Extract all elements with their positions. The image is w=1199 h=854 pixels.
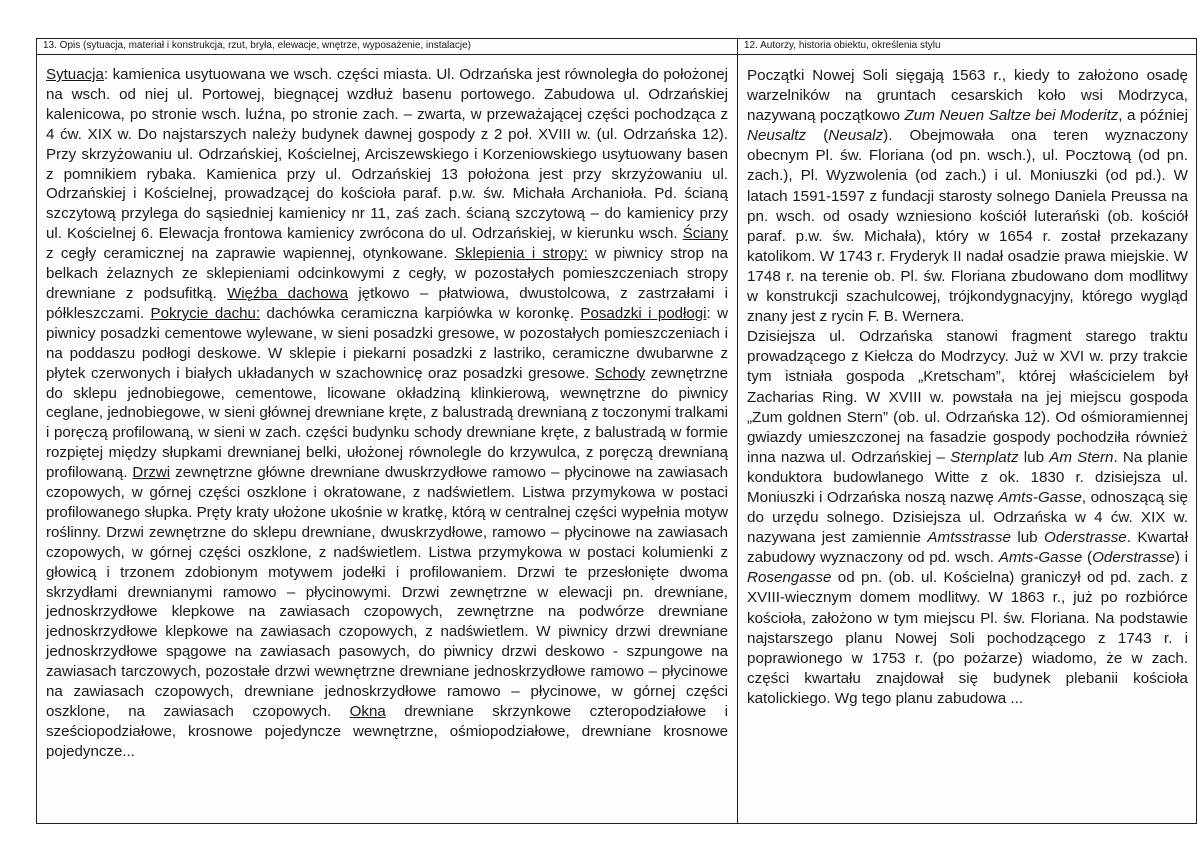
description-header: 13. Opis (sytuacja, materiał i konstrukcja, rzut, bryła, elewacje, wnętrze, wyposażenie, instalacje) xyxy=(37,39,737,55)
history-text: ( xyxy=(806,127,829,145)
history-paragraph-1 xyxy=(747,66,1188,327)
history-text: . Na planie konduktora budowlanego Witte z ok. 1830 r. dzisiejsza ul. Moniuszki i Odrzańska noszą nazwę xyxy=(747,448,1188,506)
history-italic: Oderstrasse xyxy=(1044,529,1127,547)
history-text: ). Obejmowała ona teren wyznaczony obecnym Pl. św. Floriana (od pn. wsch.), ul. Pocztową (od pn. zach.), Pl. Wyzwolenia (od zach.) i ul. Moniuszki (od pd.). W latach 1591-1597 z fundacji starosty solnego Daniela Preussa na pn. wsch. od osady wzniesiono kościół luterański (ob. kościół paraf. p.w. św. Michała), który w 1654 r. został przekazany katolikom. W 1743 r. Fryderyk II nadał osadzie prawa miejskie. W 1748 r. na terenie ob. Pl. św. Floriana zbudowano dom modlitwy w konstrukcji szachulcowej, trójkondygnacyjny, którego wygląd znany jest z rycin F. B. Wernera. xyxy=(747,127,1189,326)
sklepienia-text: w piwnicy strop na belkach żelaznych ze sklepieniami odcinkowymi z cegły, w pozostałych pomieszczeniach stropy drewniane z podsufitką. xyxy=(46,245,728,302)
wiezba-label: Więźba dachowa xyxy=(227,284,349,302)
sklepienia-label: Sklepienia i stropy: xyxy=(454,245,588,263)
sciany-label: Ściany xyxy=(682,225,728,243)
history-italic: Neusaltz xyxy=(747,127,807,145)
history-text: lub xyxy=(1018,448,1050,466)
history-paragraph-2 xyxy=(747,327,1188,709)
history-italic: Oderstrasse xyxy=(1092,549,1175,567)
history-italic: Amtsstrasse xyxy=(927,529,1011,547)
history-italic: Zum Neuen Saltze bei Moderitz xyxy=(904,107,1119,125)
description-column xyxy=(37,39,738,823)
schody-text: zewnętrzne do sklepu jednobiegowe, cementowe, licowane okładziną klinkierową, wewnętrzne do piwnicy ceglane, jednobiegowe, w sieni głównej drewniane kręte, z balustradą drewnianą z toczonymi tralkami i poręczą profilowaną, w sieni w zach. części budynku schody drewniane kręte, z balustradą w formie rozpiętej między słupkami drewnianej belki, ułożonej równolegle do krzywulca, z poręczą drewnianą profilowaną. xyxy=(46,364,728,482)
history-text: ) i xyxy=(1174,549,1188,567)
sytuacja-text: : kamienica usytuowana we wsch. części miasta. Ul. Odrzańska jest równoległa do położonej na wsch. od niej ul. Portowej, biegnącej wzdłuż basenu portowego. Zabudowa ul. Odrzańskiej kalenicowa, po stronie wsch. luźna, po stronie zach. – zwarta, w przeważającej części pochodząca z 4 ćw. XIX w. Do najstarszych należy budynek dawnej gospody z 2 poł. XVIII w. (ul. Odrzańska 12). Przy skrzyżowaniu ul. Odrzańskiej, Kościelnej, Arciszewskiego i Korzeniowskiego usytuowany basen z pomnikiem rybaka. Kamienica przy ul. Odrzańskiej 13 położona jest przy skrzyżowaniu ul. Odrzańskiej i Kościelnej, prowadzącej do kościoła paraf. p.w. św. Michała Archanioła. Pd. ścianą szczytową przylega do sąsiedniej kamienicy nr 11, zaś zach. ścianą szczytową – do kamienicy przy ul. Kościelnej 6. Elewacja frontowa kamienicy zwrócona do ul. Odrzańskiej, w kierunku wsch. xyxy=(46,66,728,243)
pokrycie-text: dachówka ceramiczna karpiówka w koronkę. xyxy=(260,304,581,322)
history-body xyxy=(738,55,1196,709)
history-text: , a później xyxy=(1118,107,1188,125)
description-paragraph xyxy=(46,65,728,762)
history-italic: Am Stern xyxy=(1049,448,1114,466)
okna-label: Okna xyxy=(349,703,386,720)
history-italic: Sternplatz xyxy=(950,448,1019,466)
posadzki-label: Posadzki i podłogi xyxy=(580,304,707,322)
schody-label: Schody xyxy=(594,364,646,382)
description-body xyxy=(37,55,737,762)
history-italic: Rosengasse xyxy=(747,569,832,587)
sciany-text: z cegły ceramicznej na zaprawie wapiennej, otynkowane. xyxy=(46,245,455,263)
history-text: od pn. (ob. ul. Kościelna) graniczył od pd. zach. z XVIII-wiecznym domem modlitwy. W 1863 r., już po rozbiórce kościoła, założono w tym miejscu Pl. św. Floriana. Na podstawie najstarszego planu Nowej Soli pochodzącego z 1743 r. i poprawionego w 1753 r. (po pożarze) wiadomo, że w zach. części kwartału znajdował się budynek plebanii kościoła katolickiego. Wg tego planu zabudowa ... xyxy=(747,569,1188,707)
history-italic: Neusalz xyxy=(828,127,884,145)
history-italic: Amts-Gasse xyxy=(998,549,1083,567)
drzwi-label: Drzwi xyxy=(132,464,171,482)
history-text: Początki Nowej Soli sięgają 1563 r., kiedy to założono osadę warzelników na gruntach cesarskich koło wsi Modrzyca, nazywaną początkowo xyxy=(747,67,1188,125)
history-text: ( xyxy=(1082,549,1093,567)
sytuacja-label: Sytuacja xyxy=(46,66,104,83)
history-text: , odnoszącą się do urzędu solnego. Dzisiejsza ul. Odrzańska w 4 ćw. XIX w. nazywana jest zamiennie xyxy=(747,488,1188,547)
history-column xyxy=(738,39,1196,823)
wiezba-text: jętkowo – płatwiowa, dwustolcowa, z zastrzałami i półkleszczami. xyxy=(46,284,728,322)
drzwi-text: zewnętrzne główne drewniane dwuskrzydłowe ramowo – płycinowe na zawiasach czopowych, w górnej części oszklone i okratowane, z nadświetlem. Listwa przymykowa w postaci profilowanego słupka. Pręty kraty ułożone ukośnie w kratkę, którą w centralnej części wypełnia motyw roślinny. Drzwi zewnętrzne do sklepu drewniane, dwuskrzydłowe, ramowo – płycinowe na zawiasach czopowych, w górnej części oszklone, z nadświetlem. Listwa przymykowa w postaci kolumienki z głowicą i trzonem zdobionym motywem jodełki i profilowaniem. Drzwi te przesłonięte dwoma skrzydłami drewnianymi ramowo – płycinowymi. Drzwi zewnętrzne w elewacji pn. drewniane, jednoskrzydłowe klepkowe na zawiasach czopowych, zewnętrzne na podwórze drewniane jednoskrzydłowe klepkowe na zawiasach czopowych, z nadświetlem. W piwnicy drzwi drewniane jednoskrzydłowe spągowe na zawiasach pasowych, do piwnicy drzwi deskowo - szpungowe na zawiasach tarczowych, pozostałe drzwi wewnętrzne drewniane jednoskrzydłowe ramowo – płycinowe na zawiasach czopowych, drewniane jednoskrzydłowe ramowo – płycinowe, w górnej części oszklone, na zawiasach czopowych. xyxy=(46,464,728,720)
history-text: Dzisiejsza ul. Odrzańska stanowi fragment starego traktu prowadzącego z Kiełcza do Modrzycy. Już w XVI w. przy trakcie tym istniała gospoda „Kretscham”, której właścicielem był Zacharias Ring. W XVIII w. powstała na jej miejscu gospoda „Zum goldnen Stern” (ob. ul. Odrzańska 12). Od ośmioramiennej gwiazdy umieszczonej na fasadzie gospody pochodziła również inna nazwa ul. Odrzańskiej – xyxy=(747,328,1188,466)
history-italic: Amts-Gasse xyxy=(998,488,1082,506)
history-text: lub xyxy=(1010,529,1045,547)
pokrycie-label: Pokrycie dachu: xyxy=(150,304,261,322)
history-text: . Kwartał zabudowy wyznaczony od pd. wsch. xyxy=(747,529,1188,567)
posadzki-text: : w piwnicy posadzki cementowe wylewane, w sieni posadzki gresowe, w pozostałych pomieszczeniach i na poddaszu podłogi deskowe. W sklepie i piekarni posadzki z lastriko, ceramiczne dwubarwne z płytek czerwonych i białych układanych w szachownicę oraz posadzki gresowe. xyxy=(46,304,728,382)
document-sheet xyxy=(36,38,1197,824)
history-header: 12. Autorzy, historia obiektu, określenia stylu xyxy=(738,39,1196,55)
okna-text: drewniane skrzynkowe czteropodziałowe i sześciopodziałowe, krosnowe pojedyncze wewnętrzne, ośmiopodziałowe, drewniane krosnowe pojedyncze... xyxy=(46,703,728,760)
